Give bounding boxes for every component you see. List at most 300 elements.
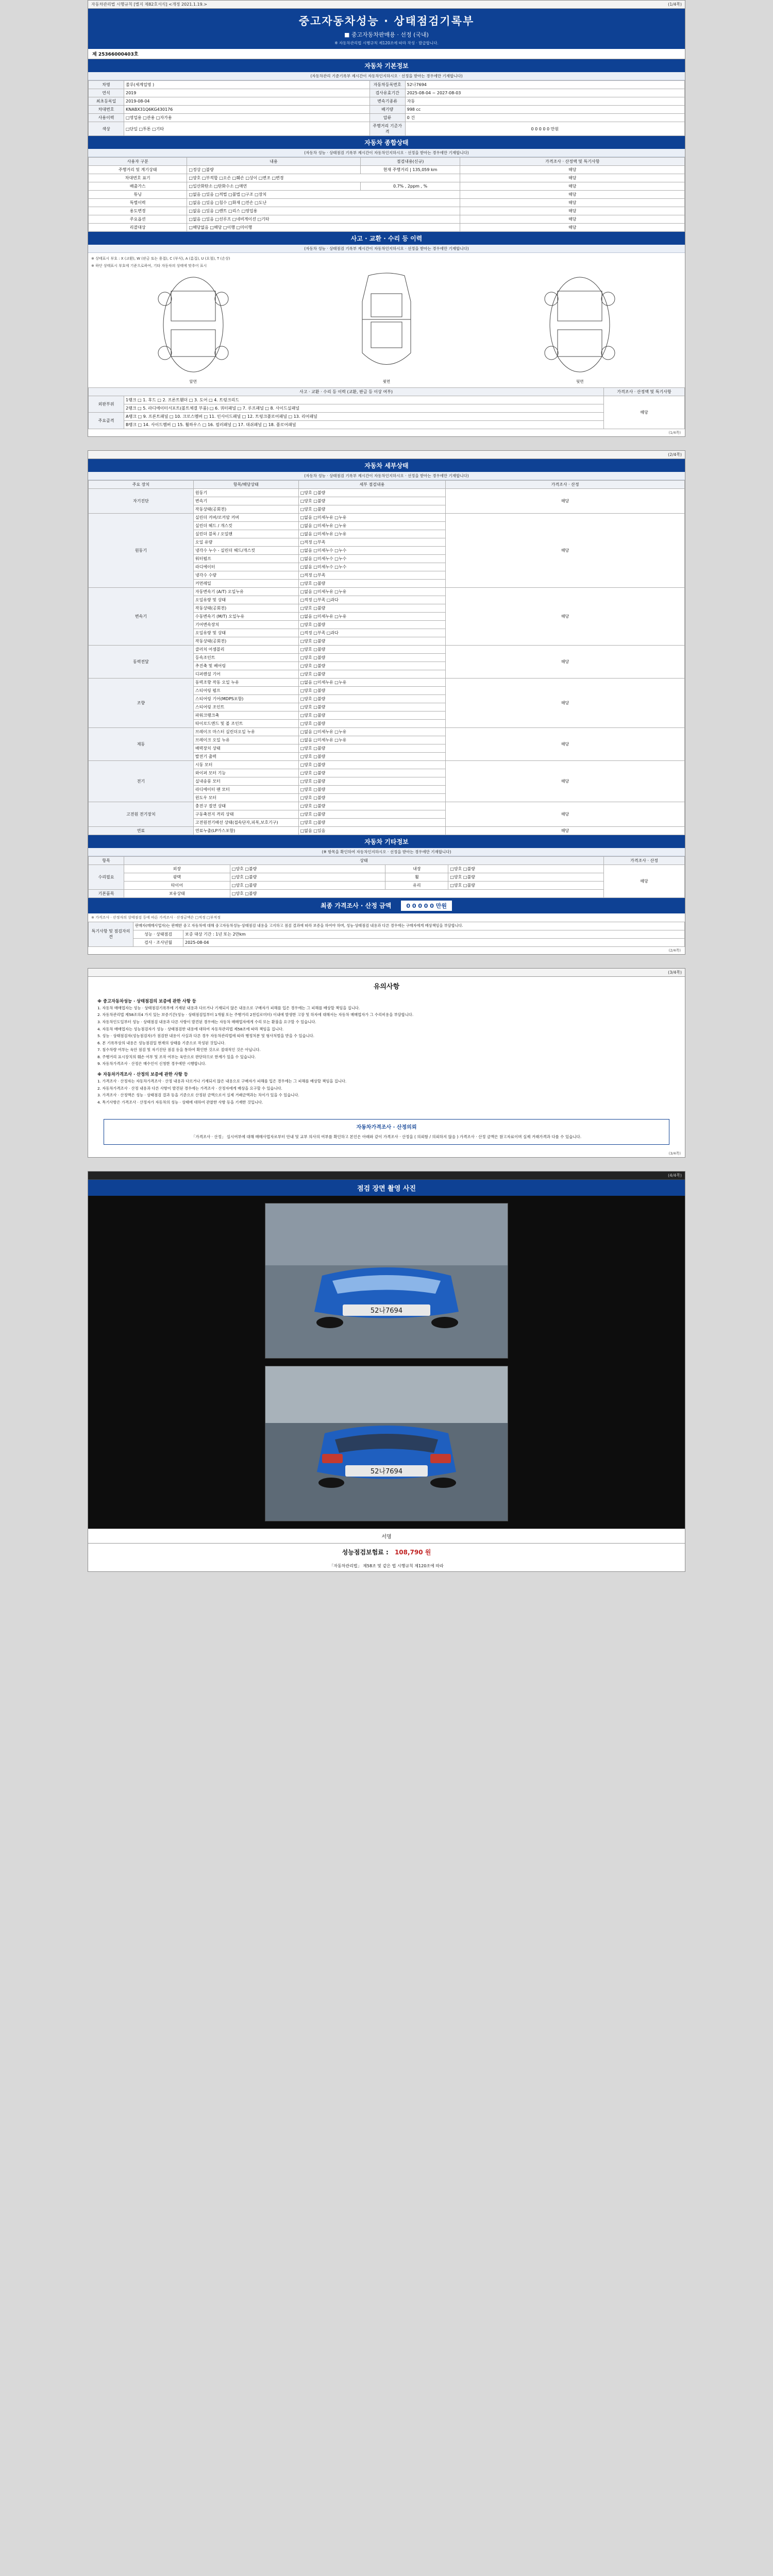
table-row: [89, 97, 685, 106]
detail-opt-4-0: □없음 □미세누유 □누유: [298, 679, 445, 687]
detail-opt-6-1: □양호 □불량: [298, 769, 445, 777]
price-title-bar: [88, 898, 685, 913]
detail-opt-1-3: □적정 □부족: [298, 538, 445, 547]
detail-group-8: 연료: [89, 827, 194, 835]
notice-item: 8. 주행거리 표시장치의 훼손 여부 및 조작 여부는 육안으로 판단하므로 한계가 있을 수 있습니다.: [97, 1054, 256, 1059]
detail-group-1: 원동기: [89, 514, 194, 588]
detail-opt-5-3: □양호 □불량: [298, 753, 445, 761]
table-row: [89, 396, 685, 404]
warranty-sub-k-1: 검사 · 조사년월: [133, 938, 183, 946]
detail-opt-1-1: □없음 □미세누유 □누유: [298, 522, 445, 530]
other-name-0: 수리필요: [89, 865, 124, 890]
photo-front-view: [265, 1203, 508, 1359]
section-overall-sub: (자동차 성능 · 상태점검 기록부 제시간이 자동차인지하시오 · 선정을 받아는 경우에만 기재합니다): [88, 149, 685, 157]
repair-group-0: 외판부위: [89, 396, 124, 413]
sheet1-topline: [88, 1, 685, 9]
table-row: [89, 122, 685, 136]
section-overall-bar: 자동차 종합상태: [88, 136, 685, 149]
detail-group-3: 동력전달: [89, 646, 194, 679]
detail-col-1: 항목/해당상태: [193, 481, 298, 489]
warranty-sub-k-0: 성능 · 상태점검: [133, 930, 183, 938]
other-info-table: [88, 856, 685, 898]
other-c4-1: □양호 □불량: [448, 873, 604, 882]
detail-opt-0-2: □양호 □불량: [298, 505, 445, 514]
table-row: [89, 199, 685, 207]
table-header-row: [89, 857, 685, 865]
detail-opt-1-4: □없음 □미세누수 □누수: [298, 547, 445, 555]
detail-opt-6-3: □양호 □불량: [298, 786, 445, 794]
basic-label-5-1: 주행거리 기준가격: [369, 122, 405, 136]
detail-item-4-4: 파워크랭크축: [193, 711, 298, 720]
overall-detail-6: □없음 □있음 □선루프 □네비게이션 □기타: [187, 215, 460, 224]
basic-value-1-1: 2025-08-04 ~ 2027-08-03: [405, 89, 684, 97]
detail-opt-7-1: □양호 □불량: [298, 810, 445, 819]
detail-opt-2-5: □적정 □부족 □과다: [298, 629, 445, 637]
detail-opt-3-1: □양호 □불량: [298, 654, 445, 662]
overall-name-5: 용도변경: [89, 207, 187, 215]
photo-rear-view: [265, 1366, 508, 1521]
photos-footer-note: 「자동차관리법」 제58조 및 같은 법 시행규칙 제120조에 따라: [88, 1561, 685, 1571]
detail-opt-4-4: □양호 □불량: [298, 711, 445, 720]
table-row: [89, 174, 685, 182]
notice-item: 4. 특기사항은 가격조사 · 산정자가 자동차의 성능 · 상태에 대하여 관찰한 사항 등을 기재한 것입니다.: [97, 1099, 263, 1105]
basic-label-4-0: 사용이력: [89, 114, 124, 122]
table-row: [89, 413, 685, 421]
overall-detail-3: □없음 □있음 □적법 □불법 □구조 □장치: [187, 191, 460, 199]
page-number-3: (3/4쪽): [668, 970, 682, 975]
table-row: [89, 890, 685, 898]
detail-item-6-4: 윈도우 모터: [193, 794, 298, 802]
car-top-svg: [348, 270, 425, 379]
car-photo-rear-svg: [265, 1366, 508, 1521]
table-row: [89, 938, 685, 946]
table-row: [89, 421, 685, 429]
basic-value-2-1: 자동: [405, 97, 684, 106]
detail-opt-1-6: □없음 □미세누수 □누수: [298, 563, 445, 571]
overall-extra-6: 해당: [460, 215, 685, 224]
detail-group-6: 전기: [89, 761, 194, 802]
overall-name-3: 튜닝: [89, 191, 187, 199]
detail-opt-3-3: □양호 □불량: [298, 670, 445, 679]
table-row: [89, 514, 685, 522]
detail-opt-5-0: □없음 □미세누유 □누유: [298, 728, 445, 736]
document-number: 제 25366000403호: [88, 49, 685, 59]
license-plate-rear: 52나7694: [370, 1468, 403, 1476]
basic-value-4-0: □영업용 □관용 □자가용: [124, 114, 370, 122]
detail-note-7: 해당: [446, 802, 685, 827]
basic-value-4-1: 0 건: [405, 114, 684, 122]
detail-col-2: 세부 점검내용: [298, 481, 445, 489]
detail-item-4-1: 스티어링 펌프: [193, 687, 298, 695]
detail-item-1-5: 워터펌프: [193, 555, 298, 563]
car-view-top-label: 윗면: [382, 379, 391, 384]
detail-opt-0-0: □양호 □불량: [298, 489, 445, 497]
table-header-row: [89, 388, 685, 396]
basic-label-2-0: 최초등록일: [89, 97, 124, 106]
detail-note-0: 해당: [446, 489, 685, 514]
table-row: [89, 646, 685, 654]
detail-item-2-0: 자동변속기 (A/T) 오일누유: [193, 588, 298, 596]
detail-opt-6-4: □양호 □불량: [298, 794, 445, 802]
overall-col-0: 사용자 구분: [89, 158, 187, 166]
detail-opt-4-1: □양호 □불량: [298, 687, 445, 695]
basic-label-3-0: 차대번호: [89, 106, 124, 114]
table-row: [89, 489, 685, 497]
notice-title: 유의사항: [373, 982, 400, 991]
overall-col-3: 가격조사 · 산정액 및 특기사항: [460, 158, 685, 166]
detail-group-7: 고전원 전기장치: [89, 802, 194, 827]
other-c4-0: □양호 □불량: [448, 865, 604, 873]
basic-info-table: [88, 80, 685, 136]
table-row: [89, 81, 685, 89]
detail-item-8-0: 연료누출(LP가스포함): [193, 827, 298, 835]
table-row: [89, 865, 685, 873]
warranty-table: [88, 922, 685, 947]
overall-detail-0: □정상 □불량: [187, 166, 360, 174]
detail-item-1-3: 오일 유량: [193, 538, 298, 547]
detail-state-table: [88, 480, 685, 835]
detail-opt-2-3: □없음 □미세누유 □누유: [298, 613, 445, 621]
car-view-rear: [531, 270, 629, 384]
detail-opt-0-1: □양호 □불량: [298, 497, 445, 505]
basic-value-5-0: □단일 □투톤 □기타: [124, 122, 370, 136]
detail-opt-4-5: □양호 □불량: [298, 720, 445, 728]
detail-col-0: 주요 장치: [89, 481, 194, 489]
notice-item: 7. 침수차량 여부는 육안 점검 및 자기진단 점검 등을 통하여 확인한 것으로 절대적인 것은 아닙니다.: [97, 1047, 261, 1053]
basic-label-3-1: 배기량: [369, 106, 405, 114]
detail-item-0-0: 원동기: [193, 489, 298, 497]
detail-opt-1-5: □없음 □미세누수 □누수: [298, 555, 445, 563]
overall-state-table: [88, 157, 685, 232]
table-header-row: [89, 158, 685, 166]
detail-item-6-3: 라디에이터 팬 모터: [193, 786, 298, 794]
sheet3-footer: (3/4쪽): [668, 1151, 681, 1156]
other-name-3: 기본품목: [89, 890, 124, 898]
other-note-0: 해당: [604, 865, 685, 898]
detail-item-4-3: 스티어링 조인트: [193, 703, 298, 711]
overall-name-1: 차대번호 표기: [89, 174, 187, 182]
detail-item-2-3: 수동변속기 (M/T) 오일누유: [193, 613, 298, 621]
sheet4-topline: [88, 1172, 685, 1180]
detail-item-3-1: 등속조인트: [193, 654, 298, 662]
document-header: [88, 9, 685, 49]
section-basic-sub: (자동차관리 기준기록부 제시간이 자동차인지하시오 · 선정을 받아는 경우에만 기재합니다): [88, 72, 685, 80]
overall-name-4: 특별이력: [89, 199, 187, 207]
table-row: [89, 182, 685, 191]
notice-item: 2. 자동차관리법 제58조의4 가지 있는 보증기간(성능 · 상태점검일부터 1개월 또는 주행거리 2천킬로미터) 이내에 발생한 고장 및 하자에 대해서는 자동차 매매업자가 그 수리비용을 부담합니다.: [97, 1012, 414, 1018]
detail-item-4-0: 동력조향 작동 오일 누유: [193, 679, 298, 687]
detail-item-1-6: 라디에이터: [193, 563, 298, 571]
page-number-2: (2/4쪽): [668, 452, 682, 457]
detail-item-1-0: 실린더 커버/로커암 커버: [193, 514, 298, 522]
detail-item-2-1: 오일유량 및 상태: [193, 596, 298, 604]
detail-item-7-1: 구동축전지 격리 상태: [193, 810, 298, 819]
detail-item-6-1: 와이퍼 모터 기능: [193, 769, 298, 777]
detail-item-1-1: 실린더 헤드 / 개스킷: [193, 522, 298, 530]
repair-row-0-2: 2랭크 □ 5. 라디에이터서포트(볼트체결 부품) □ 6. 쿼터패널 □ 7. 루프패널 □ 8. 사이드실패널: [124, 404, 604, 413]
repair-row-0-1: 1랭크 □ 1. 후드 □ 2. 프론트휀더 □ 3. 도어 □ 4. 트렁크리드: [124, 396, 604, 404]
detail-opt-2-2: □양호 □불량: [298, 604, 445, 613]
notice-heading-1: ※ 중고자동차성능 · 상태점검의 보증에 관한 사항 등: [97, 998, 196, 1004]
detail-item-5-2: 배력장치 상태: [193, 744, 298, 753]
warranty-sub-v-1: 2025-08-04: [183, 938, 685, 946]
notice-item: 5. 성능 · 상태점검자(성능점검자)가 점검한 내용이 사실과 다른 경우 자동차관리법에 따라 행정처분 및 형사처벌을 받을 수 있습니다.: [97, 1033, 314, 1039]
detail-opt-3-0: □양호 □불량: [298, 646, 445, 654]
other-c1-2: 타이어: [124, 882, 230, 890]
other-col-1: 상태: [124, 857, 604, 865]
table-row: [89, 882, 685, 890]
overall-extra-7: 해당: [460, 224, 685, 232]
signature-row: [88, 1529, 685, 1543]
sheet-page-2: [88, 450, 685, 955]
section-detail-bar: 자동차 세부상태: [88, 459, 685, 472]
overall-name-2: 배출가스: [89, 182, 187, 191]
detail-item-1-2: 실린더 블록 / 오일팬: [193, 530, 298, 538]
detail-group-4: 조향: [89, 679, 194, 728]
page-number-1: (1/4쪽): [668, 2, 682, 7]
overall-name-6: 주요옵션: [89, 215, 187, 224]
car-view-front: [144, 270, 242, 384]
car-view-front-label: 앞면: [189, 379, 197, 384]
detail-note-6: 해당: [446, 761, 685, 802]
sheet3-topline: [88, 969, 685, 977]
table-row: [89, 922, 685, 930]
detail-opt-2-0: □없음 □미세누유 □누유: [298, 588, 445, 596]
other-c2-2: □양호 □불량: [230, 882, 385, 890]
detail-note-3: 해당: [446, 646, 685, 679]
price-check-note: ※ 가격조사 · 산정자의 상태점검 등에 따른 가격조사 · 산정금액은 □적정 □부적정: [91, 916, 221, 920]
other-c4-2: □양호 □불량: [448, 882, 604, 890]
document-title: 중고자동차성능 · 상태점검기록부: [298, 15, 475, 27]
overall-detail-5: □없음 □있음 □렌트 □리스 □영업용: [187, 207, 460, 215]
car-view-top: [348, 270, 425, 384]
sheet2-topline: [88, 451, 685, 459]
detail-opt-2-4: □양호 □불량: [298, 621, 445, 629]
basic-value-2-0: 2019-08-04: [124, 97, 370, 106]
basic-value-0-0: 쏠루(세계업명 ): [124, 81, 370, 89]
page-number-4: (4/4쪽): [668, 1173, 682, 1178]
detail-note-4: 해당: [446, 679, 685, 728]
notice-item: 6. 본 기록부상의 내용은 성능점검일 현재의 상태를 기준으로 작성된 것입니다.: [97, 1040, 226, 1045]
table-row: [89, 404, 685, 413]
sheet-page-3: [88, 968, 685, 1158]
notice-item: 3. 가격조사 · 산정액은 성능 · 상태점검 결과 등을 기준으로 산정된 금액으로서 실제 거래금액과는 차이가 있을 수 있습니다.: [97, 1093, 299, 1098]
detail-item-2-4: 기어변속장치: [193, 621, 298, 629]
overall-col-1: 내용: [187, 158, 360, 166]
basic-value-0-1: 52나7694: [405, 81, 684, 89]
basic-label-5-0: 색상: [89, 122, 124, 136]
detail-item-0-1: 변속기: [193, 497, 298, 505]
detail-note-5: 해당: [446, 728, 685, 761]
overall-extra-5: 해당: [460, 207, 685, 215]
overall-detail2-2: 0.7% , 2ppm , %: [360, 182, 460, 191]
overall-extra-1: 해당: [460, 174, 685, 182]
repair-group-1: 주요골격: [89, 413, 124, 429]
repair-row-1-2: B랭크 □ 14. 사이드멤버 □ 15. 휠하우스 □ 16. 필러패널 □ 17. 대쉬패널 □ 18. 플로어패널: [124, 421, 604, 429]
table-row: [89, 588, 685, 596]
repair-history-table: [88, 387, 685, 429]
table-row: [89, 89, 685, 97]
price-request-title: 자동차가격조사 · 산정의뢰: [356, 1125, 417, 1131]
detail-opt-2-6: □양호 □불량: [298, 637, 445, 646]
detail-item-0-2: 작동상태(공회전): [193, 505, 298, 514]
detail-group-2: 변속기: [89, 588, 194, 646]
other-c3-0: 내장: [385, 865, 448, 873]
detail-opt-6-0: □양호 □불량: [298, 761, 445, 769]
fee-value: 108,790 원: [394, 1549, 431, 1556]
overall-name-0: 주행거리 및 계기상태: [89, 166, 187, 174]
detail-opt-1-8: □양호 □불량: [298, 580, 445, 588]
repair-right-label: 가격조사 · 산정액 및 특기사항: [604, 388, 685, 396]
detail-item-2-6: 작동상태(공회전): [193, 637, 298, 646]
overall-detail-7: □해당없음 □해당 □이행 □미이행: [187, 224, 460, 232]
overall-extra-0: 해당: [460, 166, 685, 174]
other-c3-1: 휠: [385, 873, 448, 882]
table-row: [89, 827, 685, 835]
detail-item-7-0: 충전구 절연 상태: [193, 802, 298, 810]
detail-item-1-7: 냉각수 수량: [193, 571, 298, 580]
overall-detail-1: □양호 □부적합 □오손 □훼손 □상이 □변조 □변경: [187, 174, 460, 182]
basic-value-3-0: KNABX31Q6KG430176: [124, 106, 370, 114]
detail-note-1: 해당: [446, 514, 685, 588]
repair-head: 사고 · 교환 · 수리 등 이력 (교환, 판금 등 이상 여부): [89, 388, 604, 396]
table-row: [89, 191, 685, 199]
price-request-body: 「가격조사 · 산정」 실시여부에 대해 매매사업자로부터 안내 및 교부 의사의 여부를 확인하고 본인은 아래와 같이 가격조사 · 산정을 ( 의뢰함 / 의뢰하지 않음 ) 가격조사 · 산정 금액은 참고자료이며 실제 거래가격과 다를 수 있습니다.: [191, 1134, 582, 1140]
basic-value-1-0: 2019: [124, 89, 370, 97]
detail-opt-4-2: □양호 □불량: [298, 695, 445, 703]
price-request-box: [104, 1119, 669, 1145]
detail-note-8: 해당: [446, 827, 685, 835]
other-c3-2: 유리: [385, 882, 448, 890]
detail-item-6-2: 실내송풍 모터: [193, 777, 298, 786]
form-reference: 자동차관리법 시행규칙 [별지 제82호서식] <개정 2021.1.19.>: [91, 2, 207, 7]
detail-item-4-5: 타이로드엔드 및 볼 조인트: [193, 720, 298, 728]
diagram-legend-2: ※ 하단 상태표시 부호에 기준으로하여, 기타 자동차의 상태에 맞추어 표시: [91, 264, 207, 268]
detail-item-2-5: 오일유량 및 상태: [193, 629, 298, 637]
price-amount: 0 0 0 0 0 만원: [400, 900, 452, 911]
detail-opt-4-3: □양호 □불량: [298, 703, 445, 711]
table-row: [89, 166, 685, 174]
basic-label-2-1: 변속기종류: [369, 97, 405, 106]
detail-item-5-3: 발전기 출력: [193, 753, 298, 761]
notice-item: 1. 자동차 매매업자는 성능 · 상태점검기록부에 기재된 내용과 다르거나 기재되지 않은 내용으로 구매자가 피해를 입은 경우에는 그 피해를 배상할 책임을 집니다.: [97, 1005, 360, 1010]
fee-label: 성능점검보험료 :: [342, 1549, 389, 1556]
warranty-text: 판매자(매매사업자)는 판매한 중고 자동차에 대해 중고자동차성능·상태점검 내용을 고지하고 점검 결과에 따라 보증을 하여야 하며, 성능·상태점검 내용과 다른 경우에는 구매자에게 배상책임을 부담합니다.: [133, 922, 685, 930]
warranty-sub-v-0: 보증 대상 기간 : 1년 또는 2만km: [183, 930, 685, 938]
other-c1-0: 외장: [124, 865, 230, 873]
car-rear-svg: [531, 270, 629, 379]
notice-item: 3. 자동차인도일부터 성능 · 상태점검 내용과 다른 사항이 발견된 경우에는 자동차 매매업자에게 수리 또는 환불을 요구할 수 있습니다.: [97, 1019, 316, 1024]
overall-col-2: 점검내용(신규): [360, 158, 460, 166]
table-row: [89, 728, 685, 736]
table-row: [89, 114, 685, 122]
car-diagram-area: [88, 253, 685, 387]
table-row: [89, 761, 685, 769]
document-subtitle: ■ 중고자동차판매용 · 선정 (국내): [344, 31, 429, 38]
section-basic-bar: 자동차 기본정보: [88, 59, 685, 72]
detail-item-5-1: 브레이크 오일 누유: [193, 736, 298, 744]
detail-item-3-3: 디퍼렌셜 기어: [193, 670, 298, 679]
basic-label-0-1: 자동차등록번호: [369, 81, 405, 89]
detail-opt-5-1: □없음 □미세누유 □누유: [298, 736, 445, 744]
sheet-page-4: [88, 1171, 685, 1572]
warranty-label: 특기사항 및 점검자의견: [89, 922, 133, 947]
detail-opt-7-2: □양호 □불량: [298, 819, 445, 827]
notice-item: 4. 자동차 매매업자는 성능점검자가 성능 · 상태점검한 내용에 대하여 자동차관리법 제58조에 따라 책임을 집니다.: [97, 1026, 284, 1031]
basic-label-1-0: 연식: [89, 89, 124, 97]
detail-opt-1-0: □없음 □미세누유 □누유: [298, 514, 445, 522]
basic-label-0-0: 차명: [89, 81, 124, 89]
detail-item-1-4: 냉각수 누수 - 실린더 헤드/개스킷: [193, 547, 298, 555]
signature-label: 서명: [381, 1534, 392, 1540]
diagram-legend-1: ※ 상태표시 부호 : X (교환), W (판금 또는 용접), C (부식), A (흠집), U (요철), T (손상): [91, 257, 230, 261]
detail-opt-8-0: □없음 □있음: [298, 827, 445, 835]
repair-row-1-1: A랭크 □ 9. 프론트패널 □ 10. 크로스멤버 □ 11. 인사이드패널 □ 12. 트렁크플로어패널 □ 13. 리어패널: [124, 413, 604, 421]
car-photo-front-svg: [265, 1204, 508, 1358]
detail-opt-6-2: □양호 □불량: [298, 777, 445, 786]
table-row: [89, 930, 685, 938]
detail-opt-7-0: □양호 □불량: [298, 802, 445, 810]
license-plate-front: 52나7694: [370, 1307, 403, 1315]
table-header-row: [89, 481, 685, 489]
sheet1-footer: (1/4쪽): [668, 431, 681, 435]
detail-item-1-8: 커먼레일: [193, 580, 298, 588]
detail-item-3-2: 추진축 및 베어링: [193, 662, 298, 670]
detail-item-7-2: 고전원전기배선 상태(접속단자,피복,보호기구): [193, 819, 298, 827]
overall-extra-4: 해당: [460, 199, 685, 207]
sheet-page-1: [88, 0, 685, 437]
other-c2-1: □양호 □불량: [230, 873, 385, 882]
detail-opt-1-7: □적정 □부족: [298, 571, 445, 580]
fee-row: [88, 1543, 685, 1561]
other-c2-3: □양호 □불량: [230, 890, 603, 898]
table-row: [89, 215, 685, 224]
section-detail-sub: (자동차 성능 · 상태점검 기록부 제시간이 자동차인지하시오 · 선정을 받아는 경우에만 기재합니다): [88, 472, 685, 480]
document-header-note: ※ 자동차관리법 시행규칙 제120조에 따라 작성 · 발급합니다.: [334, 41, 439, 45]
notice-body: [88, 992, 685, 1114]
overall-name-7: 리콜대상: [89, 224, 187, 232]
detail-opt-1-2: □없음 □미세누유 □누유: [298, 530, 445, 538]
basic-value-3-1: 998 cc: [405, 106, 684, 114]
overall-extra-3: 해당: [460, 191, 685, 199]
overall-extra-2: 해당: [460, 182, 685, 191]
section-accident-bar: 사고 · 교환 · 수리 등 이력: [88, 232, 685, 245]
table-row: [89, 224, 685, 232]
other-col-0: 항목: [89, 857, 124, 865]
detail-group-5: 제동: [89, 728, 194, 761]
price-title: 최종 가격조사 · 산정 금액: [320, 902, 392, 909]
table-row: [89, 679, 685, 687]
basic-value-5-1: 0 0 0 0 0 만원: [405, 122, 684, 136]
table-row: [89, 106, 685, 114]
detail-opt-5-2: □양호 □불량: [298, 744, 445, 753]
car-view-rear-label: 뒷면: [576, 379, 584, 384]
detail-item-4-2: 스티어링 기어(MDPS포함): [193, 695, 298, 703]
other-c1-3: 보유상태: [124, 890, 230, 898]
detail-item-2-2: 작동상태(공회전): [193, 604, 298, 613]
other-c1-1: 광택: [124, 873, 230, 882]
section-other-bar: 자동차 기타정보: [88, 835, 685, 848]
basic-label-1-1: 검사유효기간: [369, 89, 405, 97]
other-c2-0: □양호 □불량: [230, 865, 385, 873]
photos-title: 점검 장면 촬영 사진: [88, 1180, 685, 1196]
basic-label-4-1: 압류: [369, 114, 405, 122]
detail-item-5-0: 브레이크 마스터 실린더오일 누유: [193, 728, 298, 736]
table-row: [89, 207, 685, 215]
overall-detail-2: □일산화탄소 □탄화수소 □매연: [187, 182, 360, 191]
detail-item-6-0: 시동 모터: [193, 761, 298, 769]
notice-item: 2. 자동차가격조사 · 산정 내용과 다른 사항이 발견된 경우에는 가격조사 · 산정자에게 배상을 요구할 수 있습니다.: [97, 1086, 282, 1091]
